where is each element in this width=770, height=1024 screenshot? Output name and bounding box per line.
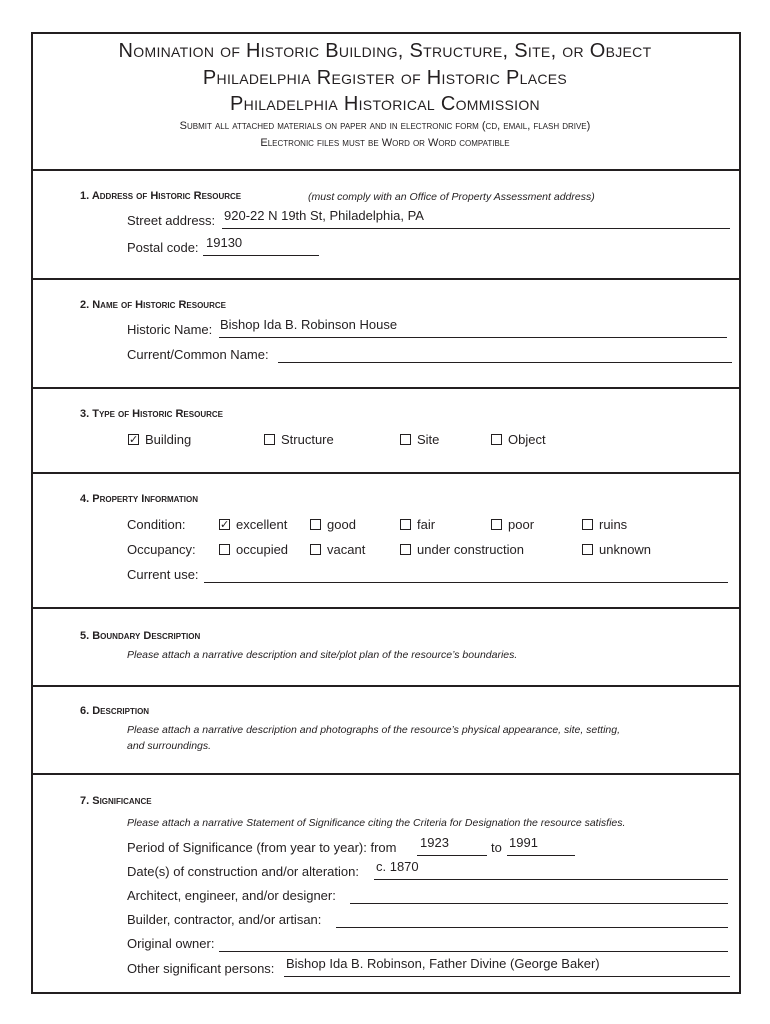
form-title: Nomination of Historic Building, Structure, Site, or Object <box>118 40 652 62</box>
under-construction-label: under construction <box>417 542 524 557</box>
register-title: Philadelphia Register of Historic Places <box>202 67 568 89</box>
good-checkbox[interactable] <box>310 519 321 530</box>
historic-name-value: Bishop Ida B. Robinson House <box>220 317 398 332</box>
unknown-checkbox[interactable] <box>582 544 593 555</box>
period-label: Period of Significance (from year to year): from <box>127 840 397 855</box>
period-from-value: 1923 <box>420 835 449 850</box>
fair-checkbox[interactable] <box>400 519 411 530</box>
section-7-heading: 7. Significance <box>80 795 152 807</box>
checkmark-icon: ✓ <box>129 434 139 446</box>
section-5-note: Please attach a narrative description and site/plot plan of the resource’s boundaries. <box>127 649 518 661</box>
postal-code-label: Postal code: <box>127 240 199 255</box>
street-address-value: 920-22 N 19th St, Philadelphia, PA <box>224 208 424 223</box>
occupied-label: occupied <box>236 542 289 557</box>
electronic-instructions: Electronic files must be Word or Word compatible <box>260 137 510 149</box>
ruins-checkbox[interactable] <box>582 519 593 530</box>
current-use-field[interactable] <box>204 567 728 583</box>
divider <box>31 472 739 474</box>
postal-code-value: 19130 <box>206 235 243 250</box>
object-checkbox[interactable] <box>491 434 502 445</box>
condition-label: Condition: <box>127 517 186 532</box>
divider <box>31 387 739 389</box>
common-name-label: Current/Common Name: <box>127 347 269 362</box>
fair-label: fair <box>417 517 436 532</box>
original-owner-field[interactable] <box>219 936 728 952</box>
site-checkbox[interactable] <box>400 434 411 445</box>
period-to-value: 1991 <box>509 835 538 850</box>
building-label: Building <box>145 432 192 447</box>
builder-field[interactable] <box>336 912 728 928</box>
section-6-note-line-1: Please attach a narrative description and photographs of the resource’s physical appearance, site, setting, <box>127 724 621 736</box>
poor-label: poor <box>508 517 535 532</box>
unknown-label: unknown <box>599 542 652 557</box>
common-name-field[interactable] <box>278 347 732 363</box>
section-2-heading: 2. Name of Historic Resource <box>80 299 226 311</box>
occupied-checkbox[interactable] <box>219 544 230 555</box>
divider <box>31 169 739 171</box>
section-3-heading: 3. Type of Historic Resource <box>80 408 223 420</box>
structure-checkbox[interactable] <box>264 434 275 445</box>
excellent-checkbox[interactable] <box>219 519 230 530</box>
structure-label: Structure <box>281 432 334 447</box>
current-use-label: Current use: <box>127 567 199 582</box>
divider <box>31 278 739 280</box>
ruins-label: ruins <box>599 517 628 532</box>
vacant-label: vacant <box>327 542 366 557</box>
section-7-note: Please attach a narrative Statement of Significance citing the Criteria for Designation the resource satisfies. <box>127 817 626 829</box>
architect-field[interactable] <box>350 888 728 904</box>
section-1-note: (must comply with an Office of Property Assessment address) <box>308 191 595 203</box>
under-construction-checkbox[interactable] <box>400 544 411 555</box>
poor-checkbox[interactable] <box>491 519 502 530</box>
divider <box>31 773 739 775</box>
street-address-label: Street address: <box>127 213 216 228</box>
section-4-heading: 4. Property Information <box>80 493 198 505</box>
section-5-heading: 5. Boundary Description <box>80 630 201 642</box>
building-checkbox[interactable] <box>128 434 139 445</box>
section-6-note-line-2: and surroundings. <box>127 740 212 752</box>
significant-persons-label: Other significant persons: <box>127 961 275 976</box>
site-label: Site <box>417 432 440 447</box>
construction-dates-label: Date(s) of construction and/or alteration: <box>127 864 359 879</box>
historic-name-label: Historic Name: <box>127 322 213 337</box>
submit-instructions: Submit all attached materials on paper and in electronic form (cd, email, flash drive) <box>179 120 591 132</box>
construction-dates-value: c. 1870 <box>376 859 419 874</box>
divider <box>31 685 739 687</box>
period-to-label: to <box>491 840 502 855</box>
architect-label: Architect, engineer, and/or designer: <box>127 888 336 903</box>
builder-label: Builder, contractor, and/or artisan: <box>127 912 322 927</box>
commission-title: Philadelphia Historical Commission <box>230 93 540 115</box>
checkmark-icon: ✓ <box>220 519 230 531</box>
excellent-label: excellent <box>236 517 288 532</box>
construction-dates-field[interactable] <box>374 864 728 880</box>
good-label: good <box>327 517 356 532</box>
section-1-heading: 1. Address of Historic Resource <box>80 190 242 202</box>
significant-persons-value: Bishop Ida B. Robinson, Father Divine (George Baker) <box>286 956 600 971</box>
section-6-heading: 6. Description <box>80 705 150 717</box>
divider <box>31 607 739 609</box>
original-owner-label: Original owner: <box>127 936 215 951</box>
object-label: Object <box>508 432 546 447</box>
occupancy-label: Occupancy: <box>127 542 196 557</box>
vacant-checkbox[interactable] <box>310 544 321 555</box>
